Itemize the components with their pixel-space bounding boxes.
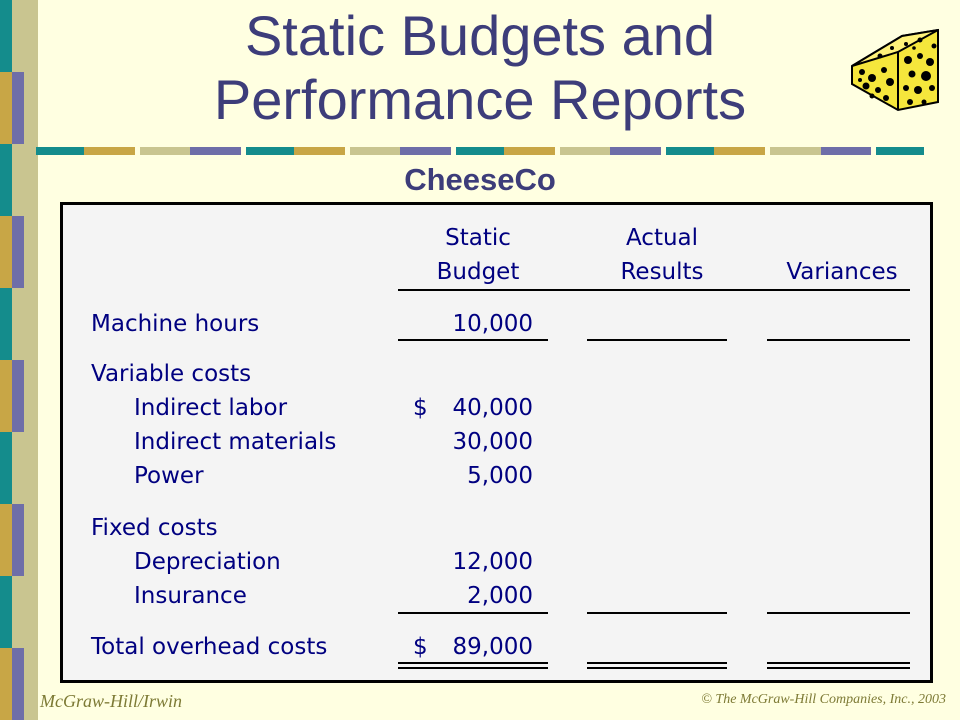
- total-overhead-budget: 89,000: [452, 634, 533, 660]
- actual-results-header-line-2: Results: [620, 259, 704, 285]
- stripe-band: [36, 147, 924, 155]
- stripe-segment: [770, 147, 821, 155]
- indirect-materials-label: Indirect materials: [134, 429, 337, 455]
- static-budget-header-line-1: Static: [445, 225, 511, 251]
- machine-hours-variance-line: [767, 339, 910, 341]
- static-budget-header: [403, 224, 553, 286]
- stripe-segment: [821, 147, 872, 155]
- strip-block: [0, 72, 38, 144]
- strip-block: [0, 648, 38, 720]
- subtotal-variance-line: [767, 612, 910, 614]
- strip-block: [0, 144, 38, 216]
- insurance-label: Insurance: [134, 583, 247, 609]
- actual-results-header: [587, 224, 737, 286]
- publisher-label: McGraw-Hill/Irwin: [40, 691, 182, 711]
- stripe-segment: [350, 147, 401, 155]
- machine-hours-label: Machine hours: [91, 311, 260, 337]
- stripe-segment: [140, 147, 191, 155]
- machine-hours-budget: 10,000: [452, 311, 533, 337]
- slide-title-line-2: Performance Reports: [213, 68, 747, 131]
- variable-costs-label: Variable costs: [91, 361, 252, 387]
- strip-block: [0, 504, 38, 576]
- strip-block: [0, 576, 38, 648]
- indirect-labor-currency: $: [413, 395, 428, 421]
- total-variance-double-line-2: [767, 667, 910, 669]
- total-actual-double-line-2: [587, 667, 727, 669]
- budget-table: [60, 202, 933, 683]
- stripe-segment: [560, 147, 611, 155]
- stripe-segment: [504, 147, 555, 155]
- stripe-segment: [294, 147, 345, 155]
- static-budget-header-line-2: Budget: [436, 259, 520, 285]
- strip-block: [0, 288, 38, 360]
- left-decorative-strip: [0, 0, 38, 720]
- indirect-materials-budget: 30,000: [452, 429, 533, 455]
- subtotal-budget-line: [398, 612, 548, 614]
- actual-results-header-line-1: Actual: [625, 225, 699, 251]
- strip-block: [0, 216, 38, 288]
- stripe-segment: [84, 147, 135, 155]
- stripe-segment: [666, 147, 714, 155]
- company-name: CheeseCo: [404, 162, 556, 197]
- machine-hours-actual-line: [587, 339, 727, 341]
- total-overhead-label: Total overhead costs: [91, 634, 328, 660]
- stripe-segment: [400, 147, 451, 155]
- depreciation-budget: 12,000: [452, 549, 533, 575]
- total-variance-double-line-1: [767, 662, 910, 664]
- strip-block: [0, 432, 38, 504]
- total-overhead-currency: $: [413, 634, 428, 660]
- insurance-budget: 2,000: [467, 583, 533, 609]
- stripe-segment: [190, 147, 241, 155]
- total-budget-double-line-1: [398, 662, 548, 664]
- slide-title: [150, 4, 810, 132]
- machine-hours-budget-line: [398, 339, 548, 341]
- stripe-segment: [246, 147, 294, 155]
- stripe-segment: [36, 147, 84, 155]
- power-label: Power: [134, 463, 204, 489]
- stripe-segment: [610, 147, 661, 155]
- cheese-wedge-icon: [848, 22, 942, 114]
- stripe-segment: [456, 147, 504, 155]
- stripe-segment: [876, 147, 924, 155]
- header-underline: [398, 289, 910, 291]
- indirect-labor-label: Indirect labor: [134, 395, 288, 421]
- total-budget-double-line-2: [398, 667, 548, 669]
- stripe-segment: [714, 147, 765, 155]
- strip-block: [0, 360, 38, 432]
- subtotal-actual-line: [587, 612, 727, 614]
- fixed-costs-label: Fixed costs: [91, 515, 218, 541]
- copyright-notice: © The McGraw-Hill Companies, Inc., 2003: [701, 692, 946, 707]
- variances-header: Variances: [786, 259, 898, 285]
- indirect-labor-budget: 40,000: [452, 395, 533, 421]
- total-actual-double-line-1: [587, 662, 727, 664]
- depreciation-label: Depreciation: [134, 549, 281, 575]
- power-budget: 5,000: [467, 463, 533, 489]
- slide-title-line-1: Static Budgets and: [244, 4, 716, 67]
- strip-block: [0, 0, 38, 72]
